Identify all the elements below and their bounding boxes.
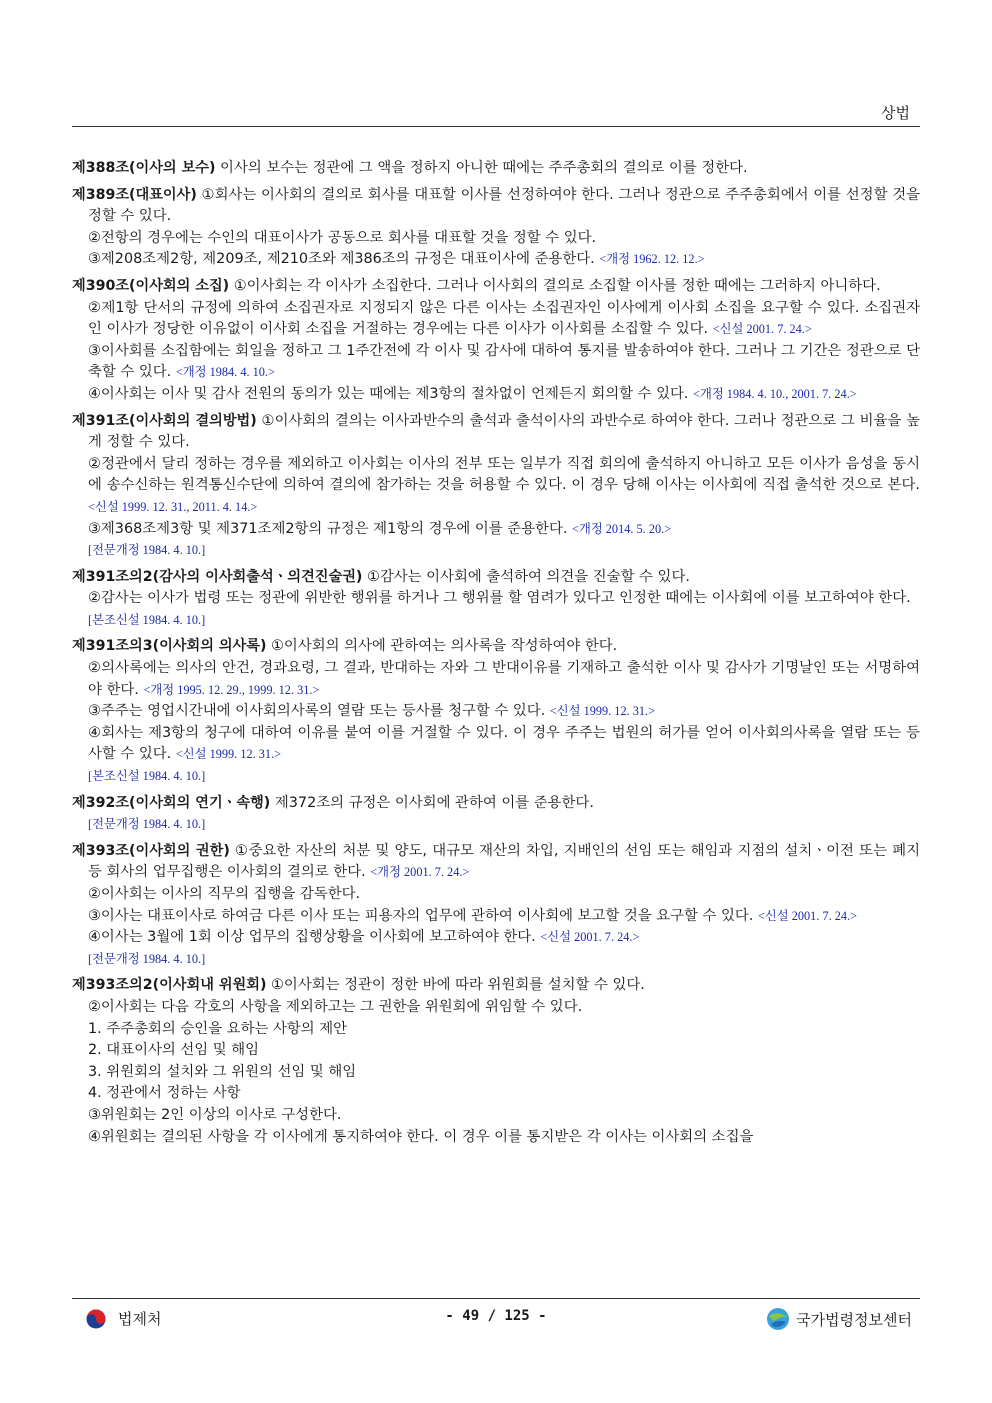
article-text: ③이사는 대표이사로 하여금 다른 이사 또는 피용자의 업무에 관하여 이사회에 보고할 것을 요구할 수 있다. — [88, 907, 758, 924]
article-first-line — [72, 793, 920, 815]
document-title: 상법 — [881, 104, 910, 122]
page-header — [72, 96, 920, 127]
article-text: ③제368조제3항 및 제371조제2항의 규정은 제1항의 경우에 이를 준용한다. — [88, 520, 573, 537]
article-text: ①이사회는 각 이사가 소집한다. 그러나 이사회의 결의로 소집할 이사를 정한 때에는 그러하지 아니하다. — [229, 277, 881, 294]
article-text: 2. 대표이사의 선임 및 해임 — [88, 1042, 260, 1059]
revision-note: [전문개정 1984. 4. 10.] — [88, 817, 206, 832]
article-paragraph — [72, 588, 920, 610]
article-text: ②이사회는 이사의 직무의 집행을 감독한다. — [88, 886, 361, 902]
article-text: ④이사회는 이사 및 감사 전원의 동의가 있는 때에는 제3항의 절차없이 언제든지 회의할 수 있다. — [88, 385, 694, 402]
article — [72, 793, 920, 836]
amendment-note: <개정 1962. 12. 12.> — [599, 252, 705, 267]
article-text: 1. 주주총회의 승인을 요하는 사항의 제안 — [88, 1020, 348, 1037]
page-number: - 49 / 125 - — [445, 1308, 547, 1324]
article-text: ①이사회는 정관이 정한 바에 따라 위원회를 설치할 수 있다. — [266, 977, 645, 994]
article-paragraph — [72, 1105, 920, 1127]
amendment-note: <개정 2014. 5. 20.> — [572, 521, 672, 536]
article-title: 제393조(이사회의 권한) — [72, 842, 230, 859]
article-first-line — [72, 975, 920, 997]
article-first-line — [72, 411, 920, 454]
article-text: ①이사회의 의사에 관하여는 의사록을 작성하여야 한다. — [266, 638, 618, 655]
article-title: 제393조의2(이사회내 위원회) — [72, 977, 267, 994]
article — [72, 185, 920, 271]
law-content — [72, 158, 920, 1153]
article-paragraph — [72, 997, 920, 1019]
law-center-globe-icon — [766, 1307, 790, 1331]
article-text: ③이사회를 소집함에는 회일을 정하고 그 1주간전에 각 이사 및 감사에 대하여 통지를 발송하여야 한다. 그러나 그 기간은 정관으로 단축할 수 있다. — [88, 342, 920, 381]
article-paragraph — [72, 1019, 920, 1041]
amendment-note: <신설 1999. 12. 31., 2011. 4. 14.> — [88, 499, 258, 514]
article — [72, 975, 920, 1148]
article-text: ②이사회는 다음 각호의 사항을 제외하고는 그 권한을 위원회에 위임할 수 있다. — [88, 998, 583, 1015]
article — [72, 276, 920, 406]
footer-ministry-label: 법제처 — [118, 1310, 162, 1328]
revision-note: [본조신설 1984. 4. 10.] — [88, 769, 206, 784]
article-paragraph — [72, 906, 920, 928]
article-first-line — [72, 841, 920, 884]
revision-note: [전문개정 1984. 4. 10.] — [88, 543, 206, 558]
article — [72, 411, 920, 562]
article-title: 제388조(이사의 보수) — [72, 160, 216, 176]
article — [72, 158, 920, 180]
revision-note: [본조신설 1984. 4. 10.] — [88, 612, 206, 627]
article-text: ②감사는 이사가 법령 또는 정관에 위반한 행위를 하거나 그 행위를 할 염려가 있다고 인정한 때에는 이사회에 이를 보고하여야 한다. — [88, 590, 911, 607]
article — [72, 841, 920, 971]
article-title: 제391조의3(이사회의 의사록) — [72, 638, 267, 655]
article-first-line — [72, 567, 920, 589]
amendment-note: <신설 1999. 12. 31.> — [549, 704, 656, 719]
article-text: ①이사회의 결의는 이사과반수의 출석과 출석이사의 과반수로 하여야 한다. 그러나 정관으로 그 비율을 높게 정할 수 있다. — [88, 412, 920, 451]
amendment-note: <신설 2001. 7. 24.> — [540, 930, 640, 945]
article-paragraph — [72, 884, 920, 906]
amendment-note: <개정 2001. 7. 24.> — [370, 865, 470, 880]
article-text: ②전항의 경우에는 수인의 대표이사가 공동으로 회사를 대표할 것을 정할 수 있다. — [88, 229, 597, 246]
article-text: ①중요한 자산의 처분 및 양도, 대규모 재산의 차입, 지배인의 선임 또는 해임과 지점의 설치ㆍ이전 또는 폐지 등 회사의 업무집행은 이사회의 결의로 한다. — [88, 842, 920, 881]
article-paragraph — [72, 1062, 920, 1084]
article-text: ①회사는 이사회의 결의로 회사를 대표할 이사를 선정하여야 한다. 그러나 정관으로 주주총회에서 이를 선정할 것을 정할 수 있다. — [88, 186, 920, 225]
amendment-note: <개정 1984. 4. 10., 2001. 7. 24.> — [693, 386, 857, 401]
article-paragraph — [72, 519, 920, 541]
article-text: ②정관에서 달리 정하는 경우를 제외하고 이사회는 이사의 전부 또는 일부가 직접 회의에 출석하지 아니하고 모든 이사가 음성을 동시에 송수신하는 원격통신수단에 의하여 결의에 참가하는 것을 허용할 수 있다. 이 경우 당해 이사는 이사회에 직접 출석한 것으로 본다. — [88, 455, 920, 494]
article-paragraph — [72, 454, 920, 519]
article-paragraph — [72, 341, 920, 384]
article-paragraph — [72, 249, 920, 271]
article-text: ①감사는 이사회에 출석하여 의견을 진술할 수 있다. — [362, 568, 690, 585]
page-footer — [72, 1298, 920, 1339]
article-text: 제372조의 규정은 이사회에 관하여 이를 준용한다. — [270, 794, 594, 811]
article-paragraph — [72, 658, 920, 701]
article-first-line — [72, 185, 920, 228]
article-paragraph — [72, 384, 920, 406]
article-title: 제391조(이사회의 결의방법) — [72, 412, 257, 429]
article-text: ④회사는 제3항의 청구에 대하여 이유를 붙여 이를 거절할 수 있다. 이 경우 주주는 법원의 허가를 얻어 이사회의사록을 열람 또는 등사할 수 있다. — [88, 724, 920, 763]
amendment-note: <신설 2001. 7. 24.> — [757, 908, 858, 923]
article-text: ②제1항 단서의 규정에 의하여 소집권자로 지정되지 않은 다른 이사는 소집권자인 이사에게 이사회 소집을 요구할 수 있다. 소집권자인 이사가 정당한 이유없이 이사회 소집을 거절하는 경우에는 다른 이사가 이사회를 소집할 수 있다. — [88, 299, 920, 338]
article-text: ④위원회는 결의된 사항을 각 이사에게 통지하여야 한다. 이 경우 이를 통지받은 각 이사는 이사회의 소집을 — [88, 1128, 754, 1145]
article-text: ④이사는 3월에 1회 이상 업무의 집행상황을 이사회에 보고하여야 한다. — [88, 929, 541, 946]
revision-note: [전문개정 1984. 4. 10.] — [88, 951, 206, 966]
article — [72, 567, 920, 632]
article-text: ②의사록에는 의사의 안건, 경과요령, 그 결과, 반대하는 자와 그 반대이유를 기재하고 출석한 이사 및 감사가 기명날인 또는 서명하여야 한다. — [88, 660, 920, 698]
article-paragraph — [72, 723, 920, 766]
article-title: 제392조(이사회의 연기ㆍ속행) — [72, 794, 271, 811]
article-text: 3. 위원회의 설치와 그 위원의 선임 및 해임 — [88, 1063, 357, 1080]
article-title: 제389조(대표이사) — [72, 186, 197, 203]
article-text: 이사의 보수는 정관에 그 액을 정하지 아니한 때에는 주주총회의 결의로 이를 정한다. — [215, 160, 748, 176]
amendment-note: <개정 1995. 12. 29., 1999. 12. 31.> — [143, 682, 320, 697]
article-first-line — [72, 276, 920, 298]
amendment-note: <신설 1999. 12. 31.> — [175, 747, 282, 762]
article-first-line — [72, 158, 920, 180]
article-text: ③위원회는 2인 이상의 이사로 구성한다. — [88, 1106, 342, 1123]
article-paragraph — [72, 298, 920, 341]
article-text: 4. 정관에서 정하는 사항 — [88, 1085, 241, 1102]
article-paragraph — [72, 1127, 920, 1149]
article-first-line — [72, 636, 920, 658]
article-paragraph — [72, 1083, 920, 1105]
article-paragraph — [72, 701, 920, 723]
article-title: 제390조(이사회의 소집) — [72, 277, 230, 294]
article-text: ③주주는 영업시간내에 이사회의사록의 열람 또는 등사를 청구할 수 있다. — [88, 703, 550, 720]
amendment-note: <개정 1984. 4. 10.> — [175, 365, 275, 380]
article-text: ③제208조제2항, 제209조, 제210조와 제386조의 규정은 대표이사에 준용한다. — [88, 251, 600, 268]
article-paragraph — [72, 927, 920, 949]
article-paragraph — [72, 228, 920, 250]
footer-right — [766, 1307, 912, 1331]
article — [72, 636, 920, 787]
amendment-note: <신설 2001. 7. 24.> — [712, 322, 812, 337]
article-title: 제391조의2(감사의 이사회출석ㆍ의견진술권) — [72, 568, 363, 585]
footer-center-label: 국가법령정보센터 — [796, 1310, 912, 1329]
article-paragraph — [72, 1040, 920, 1062]
